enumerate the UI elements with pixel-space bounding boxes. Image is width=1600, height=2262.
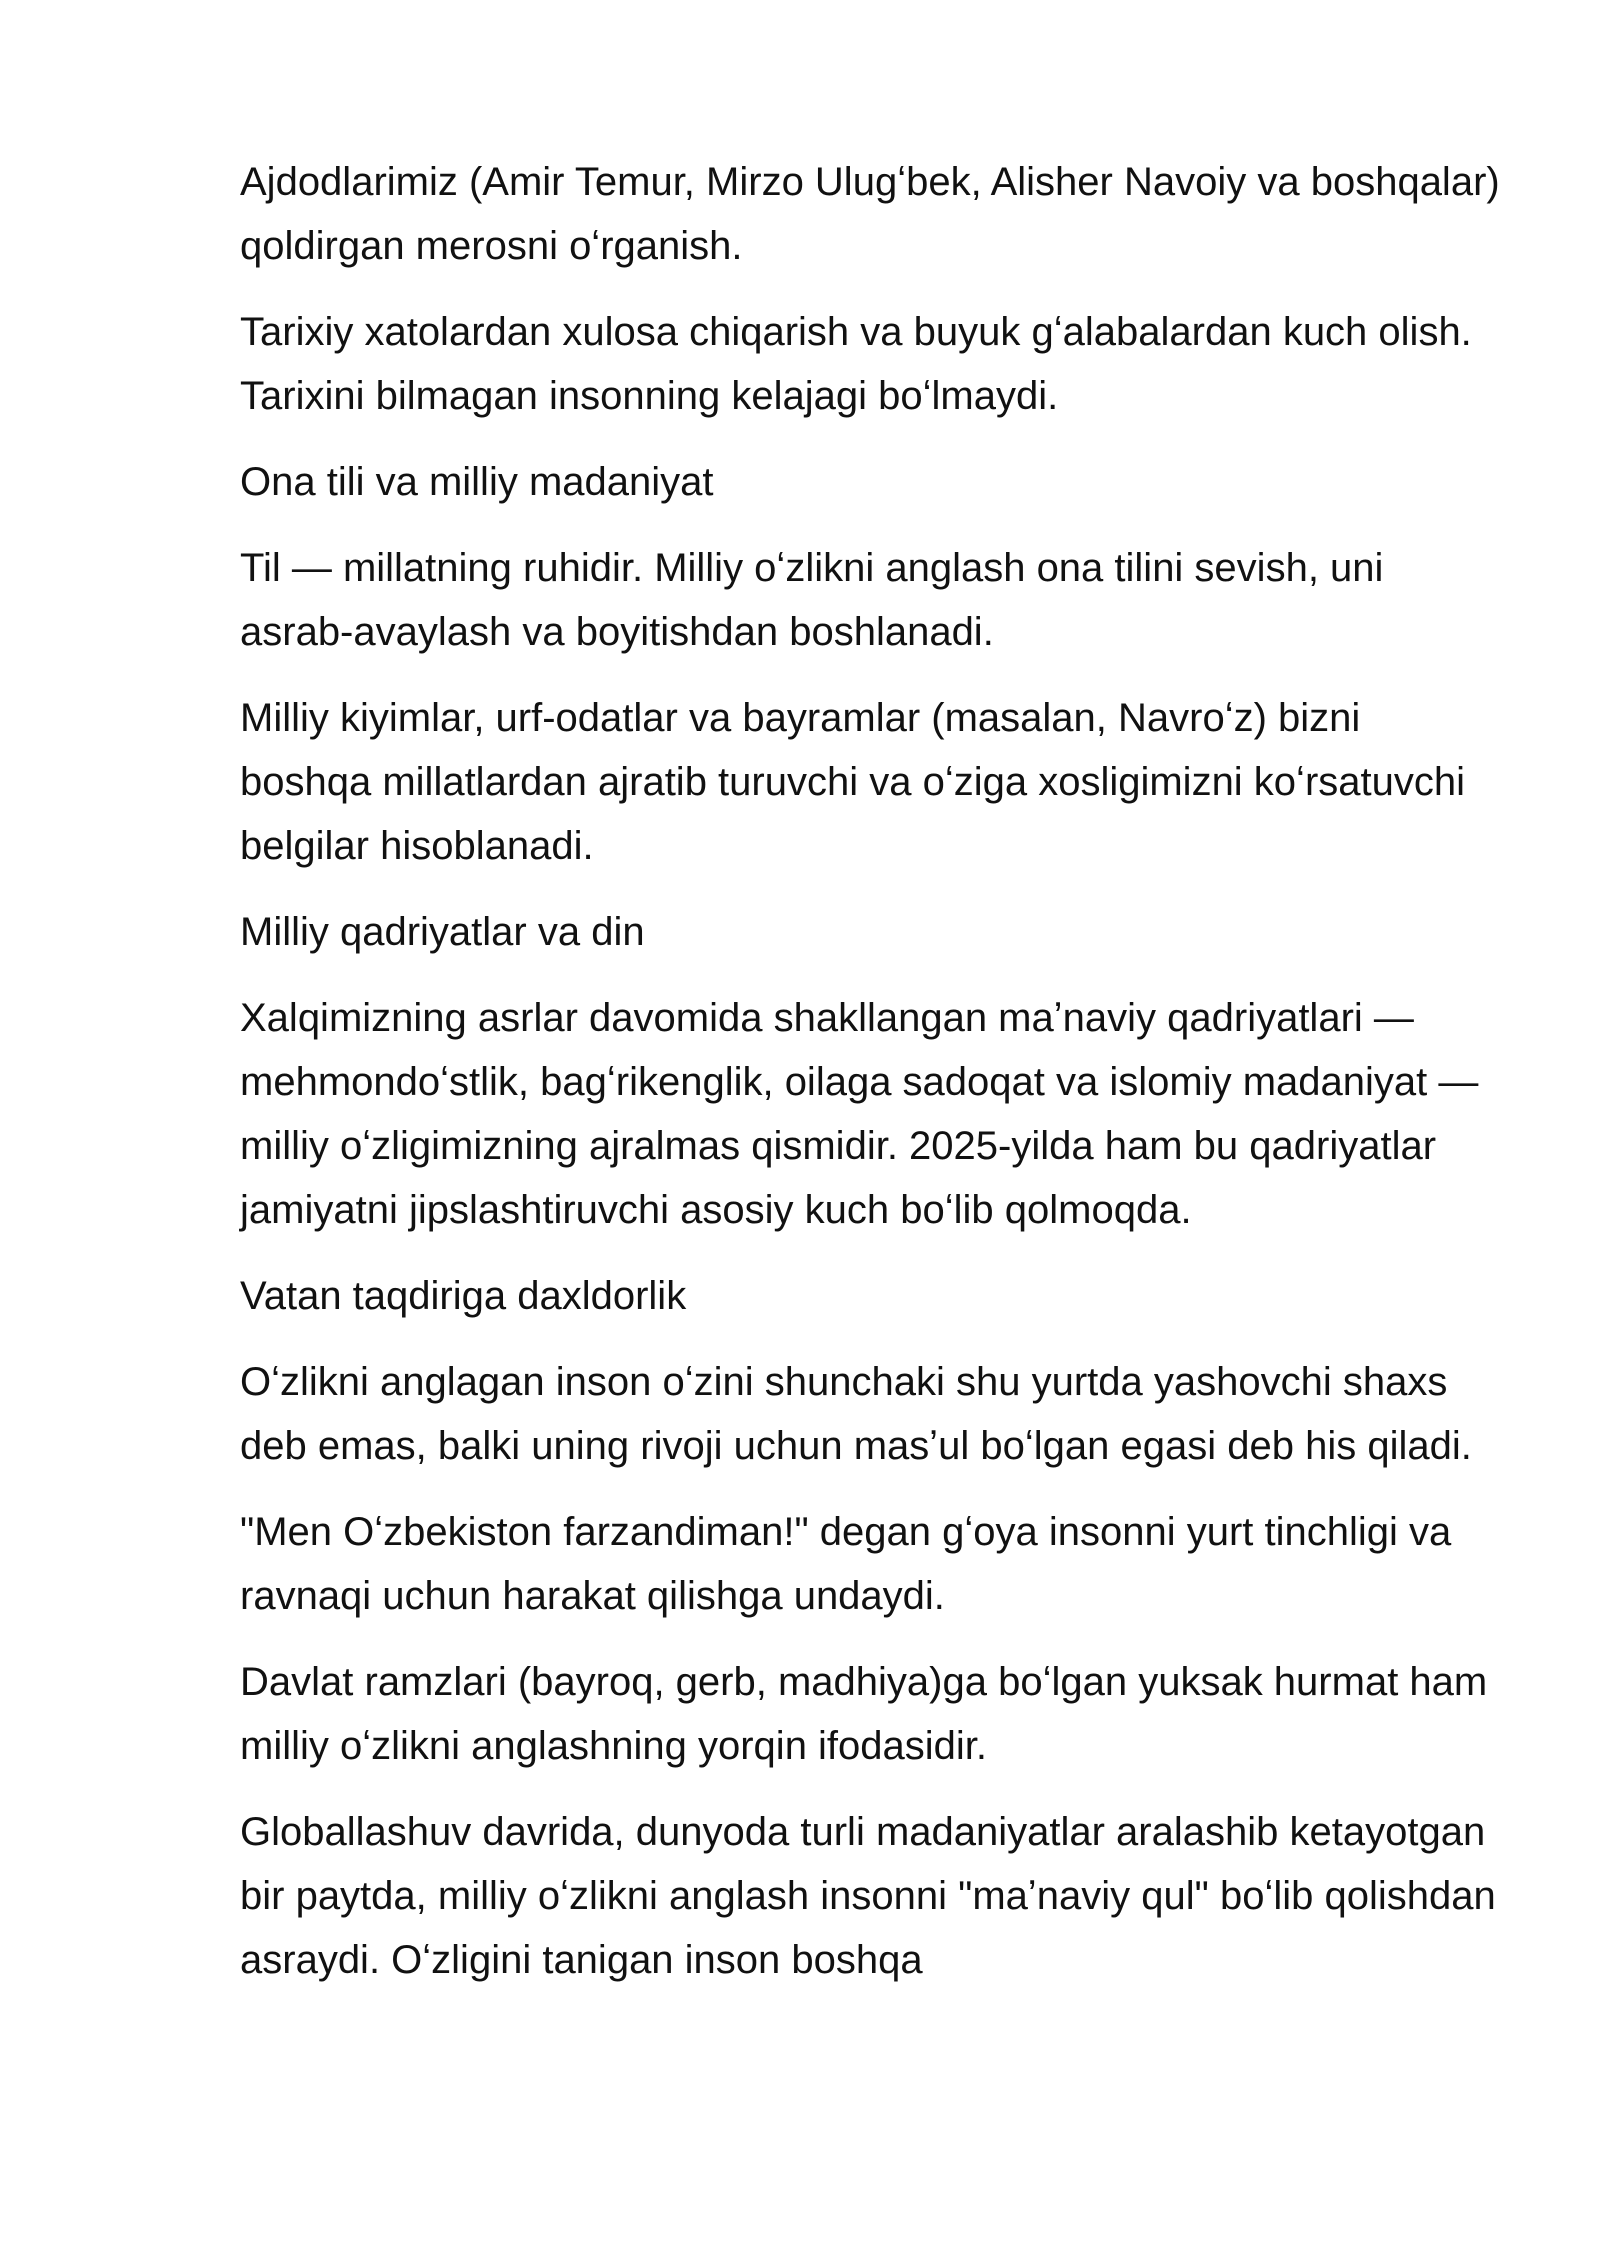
paragraph-history-lessons: Tarixiy xatolardan xulosa chiqarish va buyuk gʻalabalardan kuch olish. Tarixini bilmagan insonning kelajagi boʻlmaydi. (240, 310, 1472, 418)
paragraph-language: Til — millatning ruhidir. Milliy oʻzlikni anglash ona tilini sevish, uni asrab-avaylash va boyitishdan boshlanadi. (240, 546, 1384, 654)
document-page (240, 150, 1500, 2014)
section-heading-language: Ona tili va milliy madaniyat (240, 460, 714, 504)
paragraph-responsibility: Oʻzlikni anglagan inson oʻzini shunchaki shu yurtda yashovchi shaxs deb emas, balki uning rivoji uchun masʼul boʻlgan egasi deb his qiladi. (240, 1360, 1472, 1468)
paragraph-slogan: "Men Oʻzbekiston farzandiman!" degan gʻoya insonni yurt tinchligi va ravnaqi uchun harakat qilishga undaydi. (240, 1510, 1452, 1618)
paragraph-state-symbols: Davlat ramzlari (bayroq, gerb, madhiya)ga boʻlgan yuksak hurmat ham milliy oʻzlikni anglashning yorqin ifodasidir. (240, 1660, 1488, 1768)
paragraph-values: Xalqimizning asrlar davomida shakllangan maʼnaviy qadriyatlari — mehmondoʻstlik, bagʻrikenglik, oilaga sadoqat va islomiy madaniyat — milliy oʻzligimizning ajralmas qismidir. 2025-yilda ham bu qadriyatlar jamiyatni jipslashtiruvchi asosiy kuch boʻlib qolmoqda. (240, 996, 1479, 1232)
paragraph-globalization: Globallashuv davrida, dunyoda turli madaniyatlar aralashib ketayotgan bir paytda, milliy oʻzlikni anglash insonni "maʼnaviy qul" boʻlib qolishdan asraydi. Oʻzligini tanigan inson boshqa (240, 1810, 1496, 1982)
section-heading-homeland: Vatan taqdiriga daxldorlik (240, 1274, 687, 1318)
paragraph-heritage: Ajdodlarimiz (Amir Temur, Mirzo Ulugʻbek, Alisher Navoiy va boshqalar) qoldirgan merosni oʻrganish. (240, 160, 1500, 268)
paragraph-traditions: Milliy kiyimlar, urf-odatlar va bayramlar (masalan, Navroʻz) bizni boshqa millatlardan ajratib turuvchi va oʻziga xosligimizni koʻrsatuvchi belgilar hisoblanadi. (240, 696, 1465, 868)
section-heading-values: Milliy qadriyatlar va din (240, 910, 645, 954)
